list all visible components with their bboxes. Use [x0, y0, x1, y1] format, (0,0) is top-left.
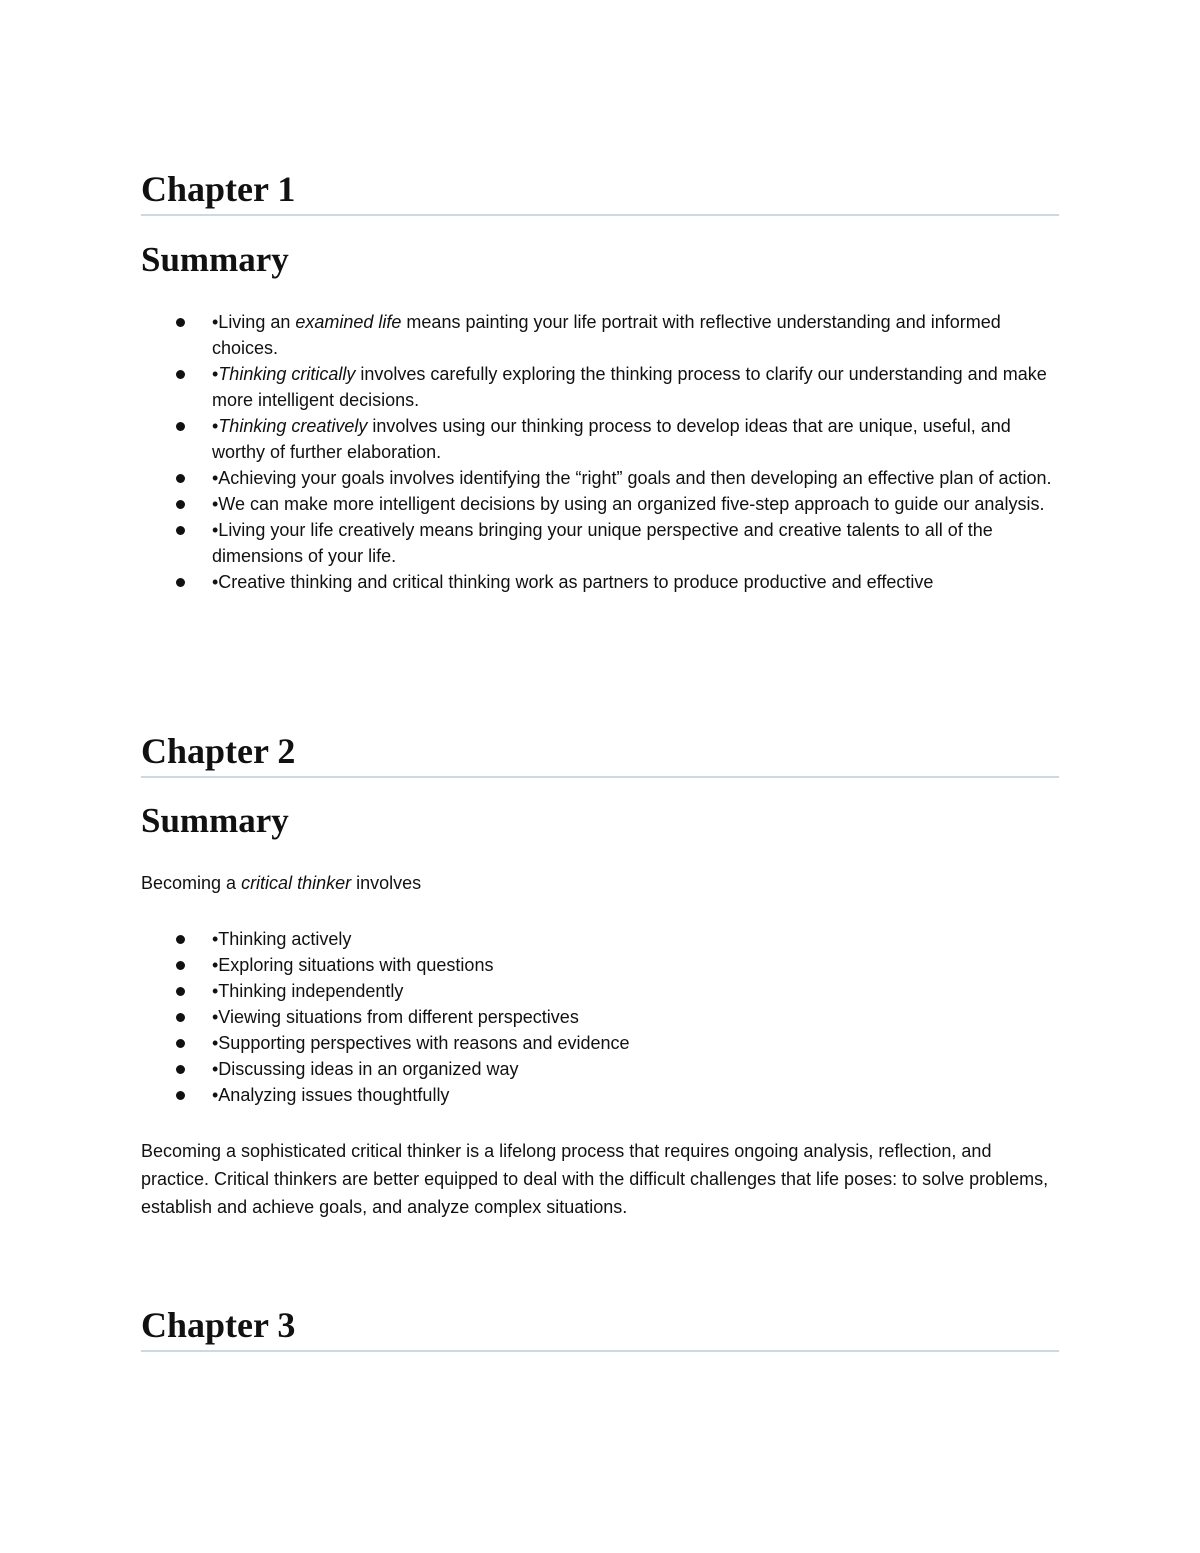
bullet-dot-icon — [176, 500, 185, 509]
bullet-dot-icon — [176, 1091, 185, 1100]
bullet-item — [141, 926, 1059, 952]
bullet-dot-icon — [176, 526, 185, 535]
bullet-item — [141, 413, 1059, 465]
bullet-dot-icon — [176, 578, 185, 587]
text-run: involves using our thinking process to develop ideas that are unique, useful, and worthy of further elaboration. — [212, 416, 1011, 462]
text-run: •Living your life creatively means bringing your unique perspective and creative talents to all of the dimensions of your life. — [212, 520, 993, 566]
italic-text: examined life — [295, 312, 402, 332]
text-run: means painting your life portrait with reflective understanding and informed choices. — [212, 312, 1001, 358]
chapter-1-rule — [141, 214, 1059, 216]
chapter-2-rule — [141, 776, 1059, 778]
chapter-2-closing: Becoming a sophisticated critical thinker is a lifelong process that requires ongoing analysis, reflection, and practice. Critical thinkers are better equipped to deal with the difficult challenges that life poses: to solve problems, establish and achieve goals, and analyze complex situations. — [141, 1141, 1049, 1217]
chapter-1-title: Chapter 1 — [141, 169, 296, 209]
bullet-dot-icon — [176, 961, 185, 970]
bullet-dot-icon — [176, 318, 185, 327]
text-run: •Thinking independently — [212, 981, 404, 1001]
chapter-2-intro — [141, 869, 1059, 897]
text-run: Becoming a — [141, 873, 242, 893]
chapter-2-summary — [141, 800, 1059, 842]
bullet-item — [141, 465, 1059, 491]
chapter-3-section — [141, 1304, 1059, 1352]
bullet-dot-icon — [176, 370, 185, 379]
bullet-item — [141, 517, 1059, 569]
italic-text: critical thinker — [241, 873, 352, 893]
text-run: •Viewing situations from different perspectives — [212, 1007, 579, 1027]
italic-text: Thinking critically — [218, 364, 356, 384]
bullet-item — [141, 978, 1059, 1004]
bullet-item — [141, 1004, 1059, 1030]
text-run: •We can make more intelligent decisions by using an organized five-step approach to guide our analysis. — [212, 494, 1045, 514]
chapter-2-bullets — [141, 926, 1059, 1108]
text-run: •Supporting perspectives with reasons and evidence — [212, 1033, 630, 1053]
text-run: involves carefully exploring the thinking process to clarify our understanding and make more intelligent decisions. — [212, 364, 1047, 410]
bullet-item — [141, 1056, 1059, 1082]
bullet-item — [141, 569, 1059, 595]
chapter-2-closing-wrap — [141, 1137, 1059, 1221]
bullet-dot-icon — [176, 987, 185, 996]
chapter-2-section — [141, 730, 1059, 778]
chapter-1-bullets-wrap — [141, 309, 1059, 595]
text-run: •Thinking actively — [212, 929, 352, 949]
text-run: •Discussing ideas in an organized way — [212, 1059, 519, 1079]
text-run: •Creative thinking and critical thinking work as partners to produce productive and effective — [212, 572, 934, 592]
bullet-dot-icon — [176, 1013, 185, 1022]
chapter-2-intro-wrap — [141, 869, 1059, 897]
bullet-item — [141, 491, 1059, 517]
chapter-2-title: Chapter 2 — [141, 731, 296, 771]
text-run: • — [212, 416, 219, 436]
chapter-1-section — [141, 168, 1059, 216]
bullet-item — [141, 361, 1059, 413]
bullet-dot-icon — [176, 1065, 185, 1074]
bullet-dot-icon — [176, 474, 185, 483]
text-run: •Living an — [212, 312, 296, 332]
chapter-1-bullets — [141, 309, 1059, 595]
bullet-dot-icon — [176, 935, 185, 944]
chapter-2-bullets-wrap — [141, 926, 1059, 1108]
bullet-item — [141, 952, 1059, 978]
bullet-item — [141, 309, 1059, 361]
italic-text: Thinking creatively — [218, 416, 368, 436]
chapter-3-rule — [141, 1350, 1059, 1352]
text-run: •Exploring situations with questions — [212, 955, 494, 975]
chapter-3-title: Chapter 3 — [141, 1305, 296, 1345]
bullet-dot-icon — [176, 1039, 185, 1048]
bullet-item — [141, 1082, 1059, 1108]
text-run: •Analyzing issues thoughtfully — [212, 1085, 450, 1105]
text-run: • — [212, 364, 219, 384]
text-run: involves — [351, 873, 422, 893]
chapter-1-summary-heading: Summary — [141, 240, 289, 279]
bullet-dot-icon — [176, 422, 185, 431]
bullet-item — [141, 1030, 1059, 1056]
chapter-1-summary — [141, 239, 1059, 281]
text-run: •Achieving your goals involves identifying the “right” goals and then developing an effective plan of action. — [212, 468, 1052, 488]
chapter-2-summary-heading: Summary — [141, 801, 289, 840]
